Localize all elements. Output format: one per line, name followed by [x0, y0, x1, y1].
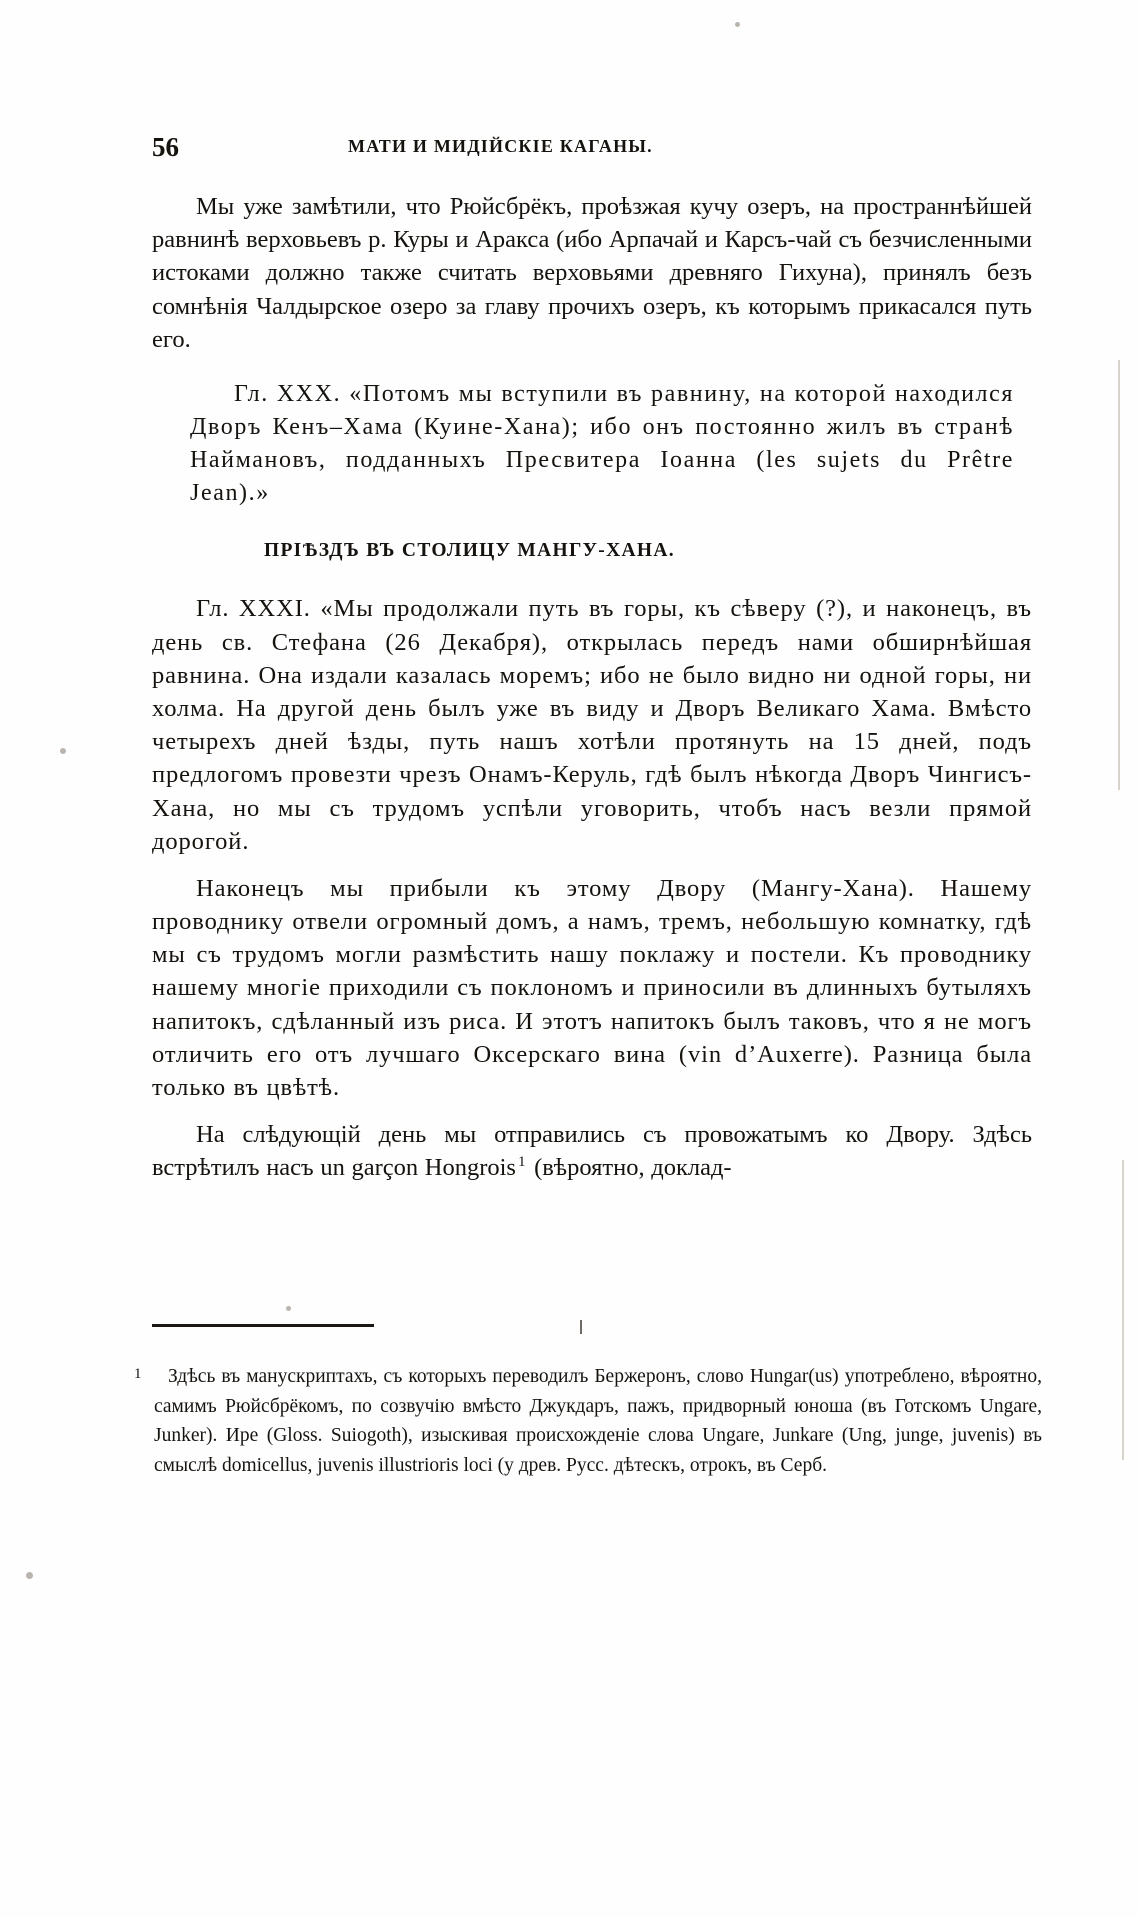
- section-heading: ПРІѢЗДЪ ВЪ СТОЛИЦУ МАНГУ-ХАНА.: [264, 540, 675, 562]
- paragraph-next-day: [152, 1118, 1032, 1184]
- page-edge-artifact: [1122, 1160, 1124, 1460]
- quotation-chapter-xxx-text: Гл. XXX. «Потомъ мы вступили въ равнину, на которой находился Дворъ Кенъ–Хама (Куине-Хана); ибо онъ постоянно жилъ въ странѣ Наймановъ, подданныхъ Пресвитера Іоанна (les sujets du Prêtre Jean).»: [190, 380, 1014, 507]
- footnote-reference[interactable]: 1: [517, 1154, 526, 1171]
- scan-speck: [26, 1572, 33, 1579]
- footnote-marker: 1: [134, 1366, 142, 1382]
- paragraph-next-day-post: (вѣроятно, доклад-: [534, 1154, 732, 1182]
- paragraph-lake-note: Мы уже замѣтили, что Рюйсбрёкъ, проѣзжая кучу озеръ, на пространнѣйшей равнинѣ верховьевъ р. Куры и Аракса (ибо Арпачай и Карсъ-чай съ безчисленными истоками должно также считать верховьями древняго Гихуна), принялъ безъ сомнѣнія Чалдырское озеро за главу прочихъ озеръ, къ которымъ прикасался путь его.: [152, 193, 1032, 353]
- running-head: МАТИ И МИДІЙСКІЕ КАГАНЫ.: [348, 136, 653, 156]
- footnote: [134, 1362, 1042, 1481]
- quotation-chapter-xxx: [152, 378, 1032, 510]
- scan-speck: [735, 22, 740, 27]
- paragraph-next-day-pre: На слѣдующій день мы отправились съ провожатымъ ко Двору. Здѣсь встрѣтилъ насъ un garçon Hongrois: [152, 1121, 1032, 1182]
- quotation-chapter-xxxi: Гл. XXXI. «Мы продолжали путь въ горы, къ сѣверу (?), и наконецъ, въ день св. Стефана (26 Декабря), открылась передъ нами обширнѣйшая равнина. Она издали казалась моремъ; ибо не было видно ни одной горы, ни холма. На другой день былъ уже въ виду и Дворъ Великаго Хама. Вмѣсто четырехъ дней ѣзды, путь нашъ хотѣли протянуть на 15 дней, подъ предлогомъ провезти чрезъ Онамъ-Керуль, гдѣ былъ нѣкогда Дворъ Чингисъ-Хана, но мы съ трудомъ успѣли уговорить, чтобъ насъ везли прямой дорогой.: [152, 595, 1032, 855]
- page-header: [152, 128, 1032, 168]
- scan-speck: [286, 1306, 291, 1311]
- footnote-text: Здѣсь въ манускриптахъ, съ которыхъ переводилъ Бержеронъ, слово Hungar(us) употреблено, вѣроятно, самимъ Рюйсбрёкомъ, по созвучію вмѣсто Джукдаръ, пажъ, придворный юноша (въ Готскомъ Ungare, Junker). Ире (Gloss. Suiogoth), изыскивая происхожденіе слова Ungare, Junkare (Ung, junge, juvenis) въ смыслѣ domicellus, juvenis illustrioris loci (у древ. Русс. дѣтескъ, отрокъ, въ Серб.: [154, 1366, 1042, 1476]
- footnote-separator: [152, 1324, 374, 1327]
- page-edge-artifact: [1118, 360, 1120, 790]
- scan-speck: [60, 748, 66, 754]
- page-number: 56: [152, 132, 179, 162]
- margin-tick: [580, 1320, 582, 1334]
- paragraph-arrival-at-court: Наконецъ мы прибыли къ этому Двору (Мангу-Хана). Нашему проводнику отвели огромный домъ, а намъ, тремъ, небольшую комнатку, гдѣ мы съ трудомъ могли размѣстить нашу поклажу и постели. Къ проводнику нашему многіе приходили съ поклономъ и приносили въ длинныхъ бутыляхъ напитокъ, сдѣланный изъ риса. И этотъ напитокъ былъ таковъ, что я не могъ отличить его отъ лучшаго Оксерскаго вина (vin d’Auxerre). Разница была только въ цвѣтѣ.: [152, 874, 1032, 1101]
- page-text-column: [152, 128, 1032, 1199]
